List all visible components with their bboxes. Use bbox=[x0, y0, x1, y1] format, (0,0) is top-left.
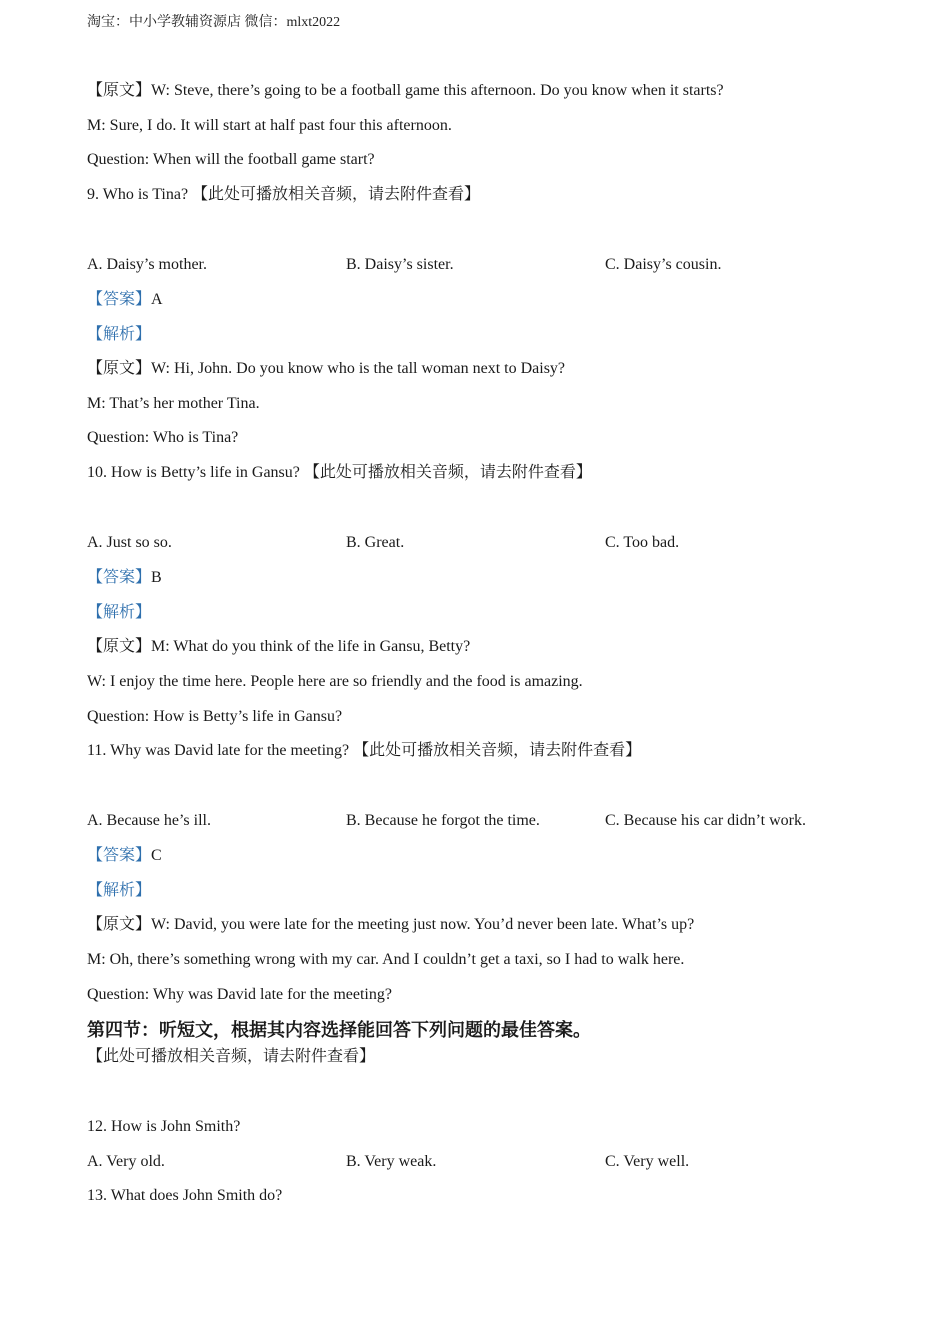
q11-answer-label: 【答案】 bbox=[87, 847, 152, 864]
q11-answer-value: C bbox=[151, 847, 162, 864]
q11-transcript-line-1: 【原文】W: David, you were late for the meeting just now. You’d never been late. What’s up? bbox=[87, 916, 695, 933]
q10-answer bbox=[87, 568, 162, 588]
q10-option-c: C. Too bad. bbox=[605, 534, 680, 551]
q10-option-b: B. Great. bbox=[346, 534, 405, 551]
q9-transcript-line-1: 【原文】W: Hi, John. Do you know who is the tall woman next to Daisy? bbox=[87, 360, 566, 377]
q9-answer-value: A bbox=[151, 291, 163, 308]
q11-transcript-question: Question: Why was David late for the meeting? bbox=[87, 986, 392, 1003]
q9-option-c: C. Daisy’s cousin. bbox=[605, 256, 722, 273]
q11-option-c: C. Because his car didn’t work. bbox=[605, 812, 806, 829]
q11-transcript-line-2: M: Oh, there’s something wrong with my car. And I couldn’t get a taxi, so I had to walk here. bbox=[87, 951, 685, 968]
q11-question: 11. Why was David late for the meeting? 【此处可播放相关音频，请去附件查看】 bbox=[87, 742, 642, 759]
q10-answer-label: 【答案】 bbox=[87, 569, 152, 586]
page-header: 淘宝：中小学教辅资源店 微信：mlxt2022 bbox=[87, 15, 341, 30]
q11-analysis-label: 【解析】 bbox=[87, 882, 152, 899]
q12-question: 12. How is John Smith? bbox=[87, 1118, 241, 1135]
q10-answer-value: B bbox=[151, 569, 162, 586]
q9-answer-label: 【答案】 bbox=[87, 291, 152, 308]
q12-option-a: A. Very old. bbox=[87, 1153, 165, 1170]
q8-transcript-line-2: M: Sure, I do. It will start at half past four this afternoon. bbox=[87, 117, 452, 134]
q11-option-b: B. Because he forgot the time. bbox=[346, 812, 540, 829]
q10-question: 10. How is Betty’s life in Gansu? 【此处可播放相关音频，请去附件查看】 bbox=[87, 464, 592, 481]
q10-transcript-question: Question: How is Betty’s life in Gansu? bbox=[87, 708, 343, 725]
q9-answer bbox=[87, 290, 163, 310]
q9-transcript-line-2: M: That’s her mother Tina. bbox=[87, 395, 260, 412]
section-4-title: 第四节：听短文，根据其内容选择能回答下列问题的最佳答案。 bbox=[87, 1020, 591, 1040]
q11-answer bbox=[87, 846, 162, 866]
q13-question: 13. What does John Smith do? bbox=[87, 1187, 283, 1204]
q10-transcript-line-2: W: I enjoy the time here. People here are so friendly and the food is amazing. bbox=[87, 673, 583, 690]
q10-analysis-label: 【解析】 bbox=[87, 604, 152, 621]
q10-transcript-line-1: 【原文】M: What do you think of the life in Gansu, Betty? bbox=[87, 638, 471, 655]
q9-transcript-question: Question: Who is Tina? bbox=[87, 429, 239, 446]
q9-option-b: B. Daisy’s sister. bbox=[346, 256, 454, 273]
q12-option-b: B. Very weak. bbox=[346, 1153, 437, 1170]
q11-option-a: A. Because he’s ill. bbox=[87, 812, 211, 829]
q8-transcript-question: Question: When will the football game start? bbox=[87, 151, 375, 168]
q10-option-a: A. Just so so. bbox=[87, 534, 172, 551]
section-4-audio-note: 【此处可播放相关音频，请去附件查看】 bbox=[87, 1048, 376, 1065]
q12-option-c: C. Very well. bbox=[605, 1153, 690, 1170]
q9-question: 9. Who is Tina? 【此处可播放相关音频，请去附件查看】 bbox=[87, 186, 481, 203]
q8-transcript-line-1: 【原文】W: Steve, there’s going to be a football game this afternoon. Do you know when it starts? bbox=[87, 82, 724, 99]
q9-option-a: A. Daisy’s mother. bbox=[87, 256, 207, 273]
q9-analysis-label: 【解析】 bbox=[87, 326, 152, 343]
